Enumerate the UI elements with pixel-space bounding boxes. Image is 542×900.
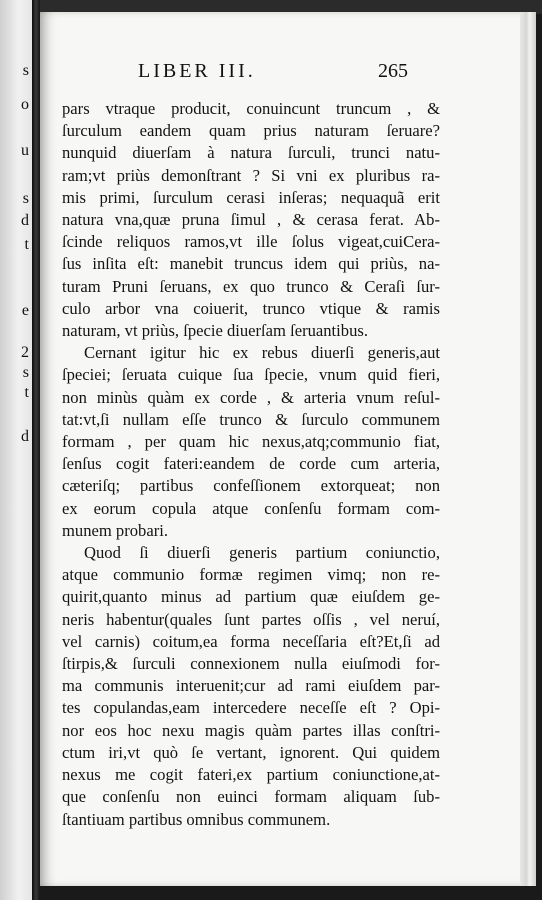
book-page [40, 12, 536, 886]
text-line: ram;vt priùs demonſtrant ? Si vni ex pluribus ra- [62, 165, 440, 185]
text-line: neris habentur(quales ſunt partes oſſis , vel neruí, [62, 609, 440, 629]
page-number: 265 [378, 60, 408, 82]
page-header [40, 60, 536, 88]
text-line: formam , per quam hic nexus,atq;communio fiat, [62, 432, 440, 452]
running-head: LIBER III. [138, 60, 256, 82]
left-page-fragment: e [21, 302, 29, 319]
text-line: turam Pruni ſeruans, ex quo trunco & Ceraſi ſur- [62, 276, 440, 296]
left-page-fragment: d [21, 212, 29, 229]
text-line: tat:vt,ſi nullam eſſe trunco & ſurculo communem [62, 409, 440, 429]
text-line: ſurculum eandem quam prius naturam ſeruare? [62, 121, 440, 141]
text-line: naturam, vt priùs, ſpecie diuerſam ſeruantibus. [62, 321, 368, 341]
left-page-fragment: u [21, 142, 29, 159]
text-line: mis primi, ſurculum cerasi inſeras; nequaquã erit [62, 187, 440, 207]
paragraph [62, 342, 440, 542]
text-line: vel carnis) coitum,ea forma neceſſaria eſt?Et,ſi ad [62, 631, 440, 651]
left-page-fragment: t [24, 384, 29, 401]
text-line: ſenſus cogit fateri:eandem de corde cum arteria, [62, 454, 440, 474]
text-line: ſtantiuam partibus omnibus communem. [62, 809, 331, 829]
page-edge [520, 12, 536, 886]
text-line: nunquid diuerſam à natura ſurculi, trunci natu- [62, 143, 440, 163]
left-page-fragment: 2 [21, 344, 29, 361]
left-page-fragment: d [21, 428, 29, 445]
left-facing-page [0, 0, 34, 900]
text-line: ctum iri,vt quò ſe vertant, ignorent. Qui quidem [62, 742, 440, 762]
paragraph [62, 98, 440, 342]
text-line: nor eos hoc nexu magis quàm partes illas conſtri- [62, 720, 440, 740]
text-line: ſtirpis,& ſurculi connexionem nulla eiuſmodi for- [62, 654, 440, 674]
text-line: culo arbor vna coiuerit, trunco vtique & ramis [62, 298, 440, 318]
text-line: Cernant igitur hic ex rebus diuerſi generis,aut [84, 343, 440, 363]
left-page-fragment: s [22, 62, 29, 79]
left-page-fragment: o [21, 96, 29, 113]
text-line: quirit,quanto minus ad partium quæ eiuſdem ge- [62, 587, 440, 607]
text-line: ſpeciei; ſeruata cuique ſua ſpecie, vnum quid fieri, [62, 365, 440, 385]
text-line: atque communio formæ regimen vimq; non re- [62, 565, 440, 585]
text-line: ex eorum copula atque conſenſu formam com- [62, 498, 440, 518]
text-line: ſus inſita eſt: manebit truncus idem qui priùs, na- [62, 254, 440, 274]
text-line: tes copulandas,eam intercedere neceſſe eſt ? Opi- [62, 698, 440, 718]
text-line: munem probari. [62, 520, 168, 540]
body-text [62, 98, 440, 831]
text-line: que conſenſu non euinci formam aliquam ſub- [62, 787, 440, 807]
book-spine [32, 0, 40, 900]
paragraph [62, 542, 440, 831]
left-page-fragment: s [22, 364, 29, 381]
text-line: nexus me cogit fateri,ex partium coniunctione,at- [62, 765, 440, 785]
left-page-fragment: t [24, 236, 29, 253]
text-line: natura vna,quæ pruna ſimul , & cerasa ferat. Ab- [62, 210, 440, 230]
text-line: ma communis interuenit;cur ad rami eiuſdem par- [62, 676, 440, 696]
left-page-fragment: s [22, 190, 29, 207]
text-line: ſcinde reliquos ramos,vt ille ſolus vigeat,cuiCera- [62, 232, 440, 252]
text-line: non minùs quàm ex corde , & arteria vnum reſul- [62, 387, 440, 407]
text-line: cæteriſq; partibus confeſſionem extorqueat; non [62, 476, 440, 496]
text-line: pars vtraque producit, conuincunt truncum , & [62, 99, 440, 118]
text-line: Quod ſi diuerſi generis partium coniunctio, [84, 543, 440, 563]
